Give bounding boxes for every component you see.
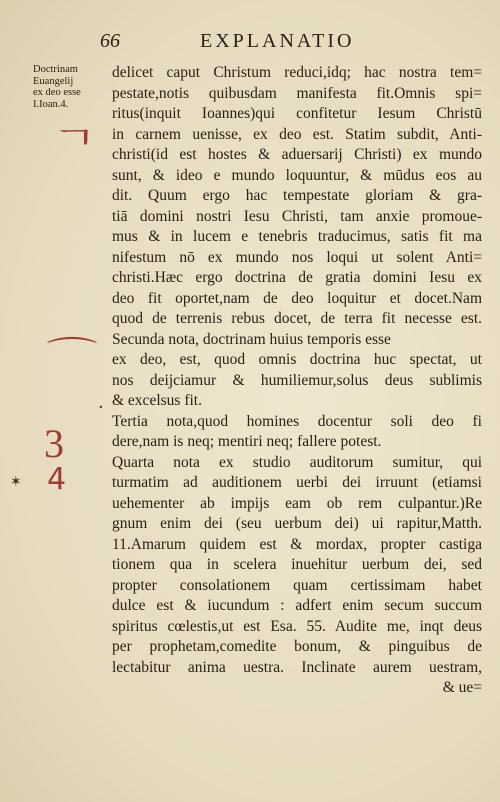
- text-line: 11.Amarum quidem est & mordax, propter castiga: [112, 535, 482, 553]
- text-line: delicet caput Christum reduci,idq; hac nostra tem=: [112, 64, 482, 81]
- text-line: christi(id est hostes & aduersarij Christi) ex mundo: [112, 146, 482, 163]
- text-line: per prophetam,comedite bonum, & pinguibus de: [112, 638, 482, 655]
- text-line: Quarta nota ex studio auditorum sumitur, qui: [112, 453, 482, 471]
- margin-note: I.Ioan.4.: [33, 98, 69, 110]
- stray-ink-mark: ✶: [10, 474, 22, 490]
- handwritten-mark-2: ⌒: [46, 335, 98, 375]
- text-line: dit. Quum ergo hac tempestate gloriam & gra-: [112, 187, 482, 204]
- margin-note: Doctrinam: [33, 64, 78, 75]
- text-line: deo fit oportet,nam de deo loquitur et docet.Nam: [112, 289, 482, 307]
- text-line: christi.Hæc ergo doctrina de gratia domini Iesu ex: [112, 269, 482, 286]
- handwritten-mark-3: 3: [44, 421, 64, 466]
- text-line: pestate,notis quibusdam manifesta fit.Omnis spi=: [112, 84, 482, 102]
- text-line: spiritus cœlestis,ut est Esa. 55. Audite me, inqt deus: [112, 617, 482, 635]
- stray-ink-dot: ·: [98, 397, 104, 418]
- text-line: & excelsus fit.: [112, 392, 202, 409]
- text-line: quod de terrenis rebus docet, de terra fit necesse est.: [112, 310, 482, 327]
- text-line: turmatim ad auditionem uerbi dei irruunt (etiamsi: [112, 474, 482, 491]
- text-line: & ue=: [442, 679, 482, 696]
- text-line: Secunda nota, doctrinam huius temporis esse: [112, 330, 391, 348]
- page-number: 66: [100, 30, 120, 52]
- text-line: dere,nam is neq; mentiri neq; fallere potest.: [112, 433, 382, 450]
- text-line: dulce est & iucundum : adfert enim secum succum: [112, 597, 482, 614]
- margin-notes: [33, 64, 113, 110]
- text-line: Tertia nota,quod homines docentur soli deo fi: [112, 412, 482, 430]
- text-line: ritus(inquit Ioannes)qui confitetur Iesum Christū: [112, 105, 482, 122]
- text-line: mus & in lucem e tenebris traducimus, satis fit ma: [112, 228, 482, 245]
- margin-note: ex deo esse: [33, 87, 81, 98]
- text-line: ex deo, est, quod omnis doctrina huc spectat, ut: [112, 351, 482, 368]
- text-line: nos deijciamur & humiliemur,solus deus sublimis: [112, 371, 482, 389]
- body-text: [112, 63, 482, 699]
- text-line: propter consolationem quam certissimam habet: [112, 576, 482, 594]
- text-line: sunt, & ideo e mundo loquuntur, & mūdus eos au: [112, 166, 482, 184]
- text-line: uehementer ab impijs eam ob rem culpantur.)Re: [112, 494, 482, 512]
- running-title: EXPLANATIO: [200, 30, 355, 52]
- text-line: gnum enim dei (seu uerbum dei) ui rapitur,Matth.: [112, 515, 482, 532]
- text-line: lectabitur anima uestra. Inclinate aurem uestram,: [112, 658, 482, 676]
- text-line: tionem qua in scelera inuehitur uerbum dei, sed: [112, 556, 482, 573]
- margin-note: Euangelij: [33, 75, 74, 87]
- text-line: in carnem uenisse, ex deo est. Statim subdit, Anti-: [112, 125, 482, 143]
- page-header: [100, 30, 420, 56]
- handwritten-mark-1: ㄱ: [51, 121, 98, 156]
- text-line: nifestum nō ex mundo nos loqui ut solent Anti=: [112, 248, 482, 266]
- handwritten-mark-4: 4: [47, 462, 67, 497]
- text-line: tiā domini nostri Iesu Christi, tam anxie promoue-: [112, 207, 482, 225]
